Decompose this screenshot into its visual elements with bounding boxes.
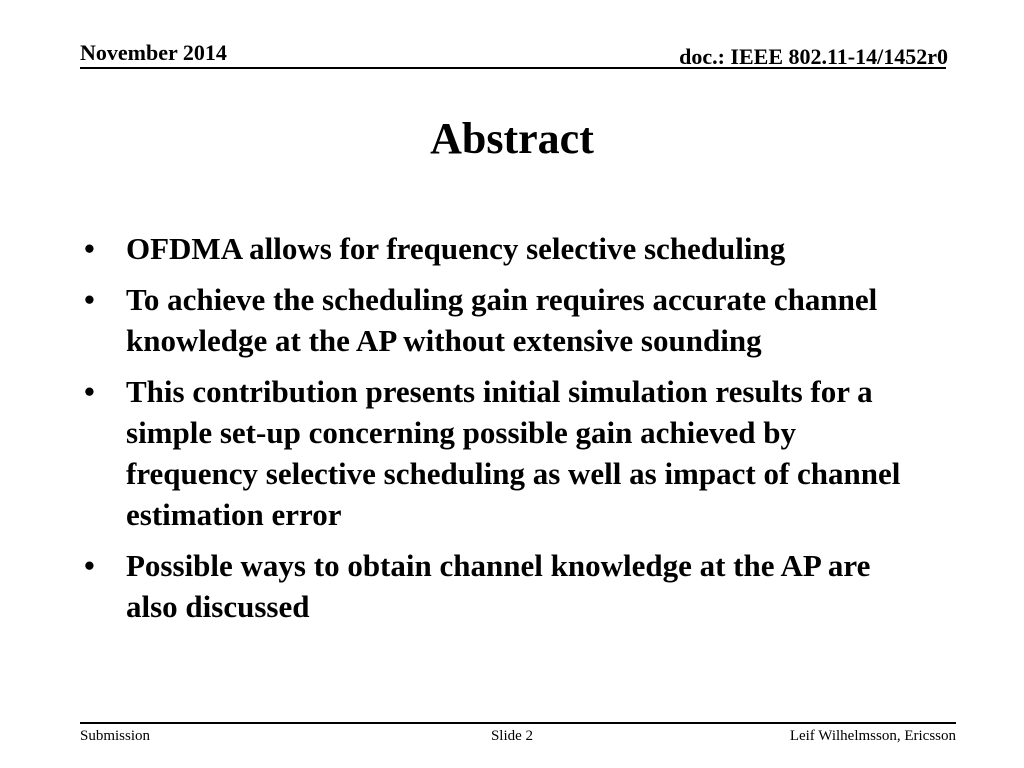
bullet-item xyxy=(84,228,924,269)
bullet-dot: • xyxy=(84,231,95,266)
header-divider xyxy=(80,67,946,69)
bullet-dot: • xyxy=(84,548,95,583)
footer-submission: Submission xyxy=(80,728,151,744)
bullet-text: Possible ways to obtain channel knowledge at the AP are also discussed xyxy=(126,548,871,624)
bullet-item xyxy=(84,279,924,361)
footer-author: Leif Wilhelmsson, Ericsson xyxy=(789,728,956,744)
footer-divider xyxy=(80,722,956,724)
header-date: November 2014 xyxy=(80,40,227,65)
bullet-text: This contribution presents initial simulation results for a simple set-up concerning possible gain achieved by frequency selective scheduling as well as impact of channel estimation error xyxy=(126,374,901,532)
bullet-text: To achieve the scheduling gain requires accurate channel knowledge at the AP without extensive sounding xyxy=(126,282,878,358)
bullet-item xyxy=(84,545,924,627)
bullet-list xyxy=(84,228,924,637)
footer-slide-number: Slide 2 xyxy=(490,728,534,744)
slide-title: Abstract xyxy=(430,114,594,163)
header-doc-id: doc.: IEEE 802.11-14/1452r0 xyxy=(679,44,948,69)
bullet-dot: • xyxy=(84,282,95,317)
bullet-item xyxy=(84,371,924,535)
bullet-text: OFDMA allows for frequency selective scheduling xyxy=(126,231,786,266)
bullet-dot: • xyxy=(84,374,95,409)
